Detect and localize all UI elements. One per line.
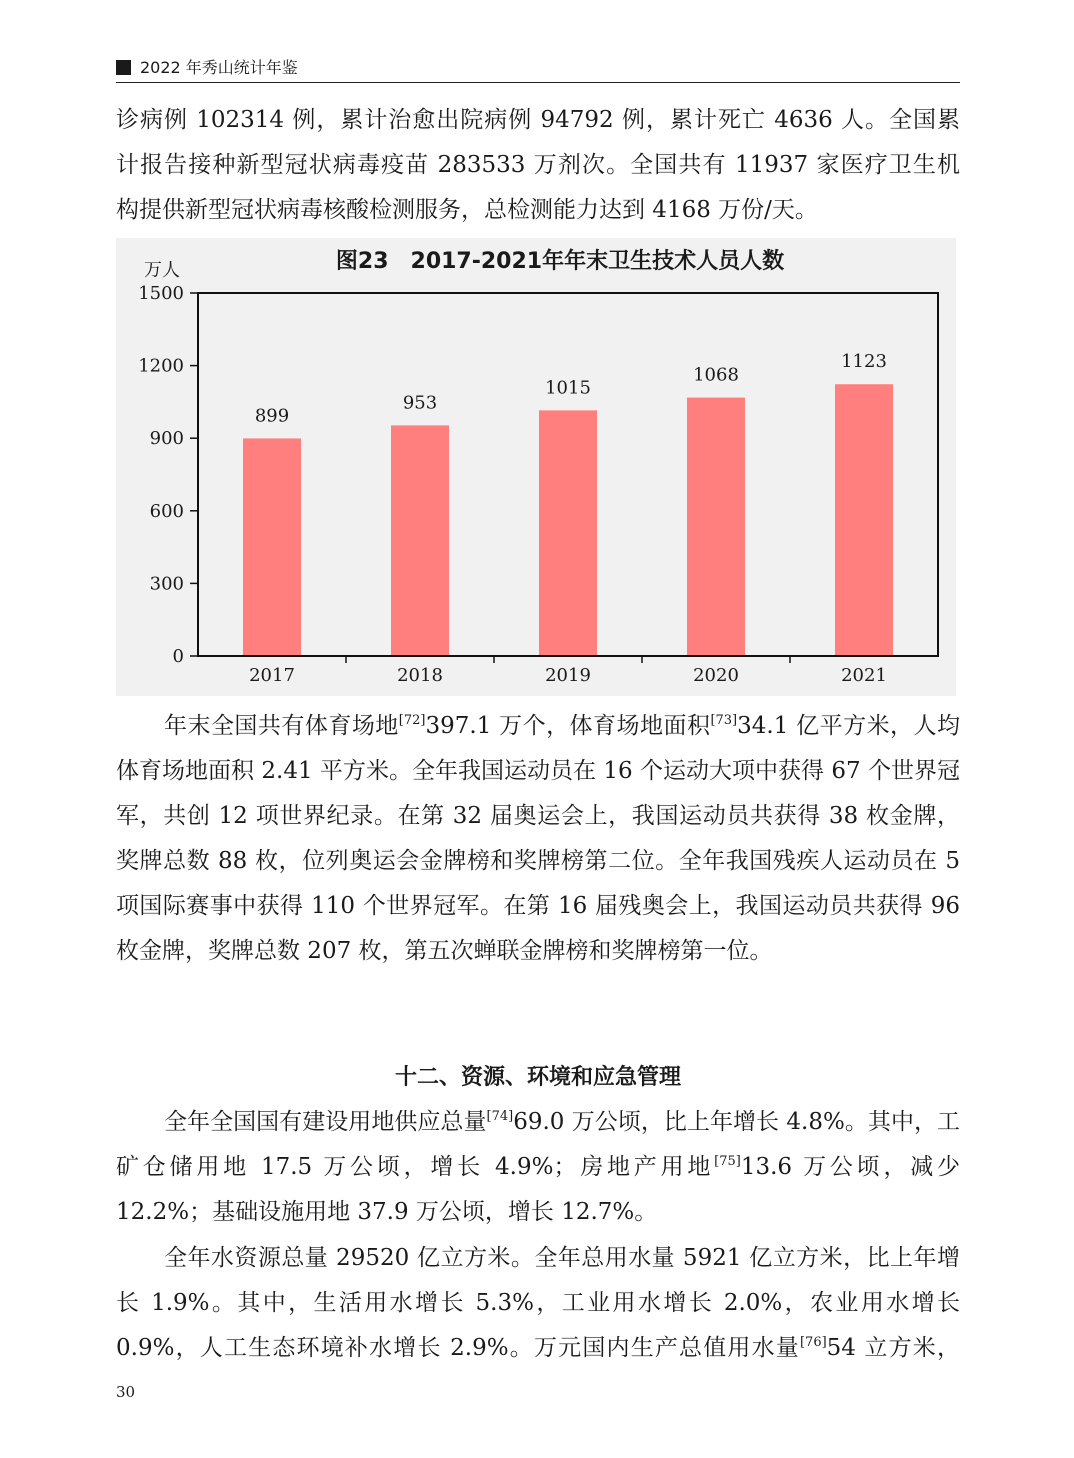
sports-text-2: 397.1 万个，体育场地面积: [425, 713, 711, 739]
y-tick-label: 1200: [138, 355, 184, 377]
chart-title: 图23 2017-2021年年末卫生技术人员人数: [335, 249, 785, 274]
bar-2019: [539, 410, 597, 656]
land-paragraph: [116, 1100, 960, 1235]
sports-paragraph-text: [116, 704, 960, 974]
intro-line-3: 构提供新型冠状病毒核酸检测服务，总检测能力达到 4168 万份/天。: [116, 197, 818, 223]
y-tick-label: 900: [149, 428, 184, 450]
x-tick-label: 2020: [693, 665, 739, 686]
x-tick-label: 2019: [545, 665, 591, 686]
bar-value-label: 1015: [545, 377, 591, 399]
bar-value-label: 899: [254, 405, 290, 427]
bar-value-label: 953: [402, 392, 438, 414]
intro-line-1: 诊病例 102314 例，累计治愈出院病例 94792 例，累计死亡 4636 人。全国累: [116, 107, 960, 133]
section-title: 十二、资源、环境和应急管理: [394, 1065, 681, 1090]
x-tick-label: 2021: [841, 665, 887, 686]
bar-chart-svg: [116, 238, 956, 696]
x-tick-label: 2018: [397, 665, 443, 686]
x-axis-ticks: [249, 656, 887, 686]
running-header: [116, 52, 960, 83]
header-title: 2022 年秀山统计年鉴: [140, 58, 298, 77]
land-text-3: 13.6 万公顷，减少 12.2%；基础设施用地 37.9 万公顷，增长 12.7%。: [116, 1154, 960, 1225]
bar-2020: [687, 398, 745, 656]
x-tick-label: 2017: [249, 665, 295, 686]
intro-text: [116, 98, 960, 233]
bar-value-label: 1068: [693, 364, 739, 386]
y-tick-label: 600: [149, 500, 184, 522]
footnote-ref-73: [73]: [710, 713, 738, 728]
water-text-2: 54 立方米，: [826, 1335, 960, 1361]
footnote-ref-75: [75]: [714, 1154, 741, 1169]
chart-y-axis-label: 万人: [144, 260, 180, 281]
y-tick-label: 300: [149, 573, 184, 595]
land-paragraph-text: [116, 1100, 960, 1235]
water-text-1: 全年水资源总量 29520 亿立方米。全年总用水量 5921 亿立方米，比上年增长 1.9%。其中，生活用水增长 5.3%，工业用水增长 2.0%，农业用水增长 0.9%，人工生态环境补水增长 2.9%。万元国内生产总值用水量: [116, 1245, 960, 1361]
sports-text-3: 34.1 亿平方米，人均体育场地面积 2.41 平方米。全年我国运动员在 16 个运动大项中获得 67 个世界冠军，共创 12 项世界纪录。在第 32 届奥运会上，我国运动员共获得 38 枚金牌，奖牌总数 88 枚，位列奥运会金牌榜和奖牌榜第二位。全年我国残疾人运动员在 5 项国际赛事中获得 110 个世界冠军。在第 16 届残奥会上，我国运动员共获得 96 枚金牌，奖牌总数 207 枚，第五次蝉联金牌榜和奖牌榜第一位。: [116, 713, 961, 964]
sports-text-1: 年末全国共有体育场地: [164, 713, 399, 739]
footnote-ref-74: [74]: [486, 1109, 514, 1124]
land-text-2: 69.0 万公顷，比上年增长 4.8%。其中，工矿仓储用地 17.5 万公顷，增长 4.9%；房地产用地: [116, 1109, 961, 1180]
land-text-1: 全年全国国有建设用地供应总量: [164, 1109, 487, 1135]
bar-2021: [835, 384, 893, 656]
y-axis-ticks: [138, 283, 198, 667]
bars-group: [243, 351, 893, 656]
footnote-ref-76: [76]: [799, 1335, 827, 1350]
bar-value-label: 1123: [841, 351, 887, 373]
bar-2018: [391, 425, 449, 656]
y-tick-label: 1500: [138, 283, 184, 304]
y-tick-label: 0: [172, 646, 184, 667]
bar-2017: [243, 438, 301, 656]
footnote-ref-72: [72]: [398, 713, 426, 728]
page-number: 30: [116, 1383, 136, 1401]
intro-line-2: 计报告接种新型冠状病毒疫苗 283533 万剂次。全国共有 11937 家医疗卫生机: [116, 152, 960, 178]
sports-paragraph: [116, 704, 960, 974]
header-square-icon: [116, 60, 131, 75]
water-paragraph-text: [116, 1236, 960, 1371]
bar-chart: [116, 238, 956, 696]
water-paragraph: [116, 1236, 960, 1371]
